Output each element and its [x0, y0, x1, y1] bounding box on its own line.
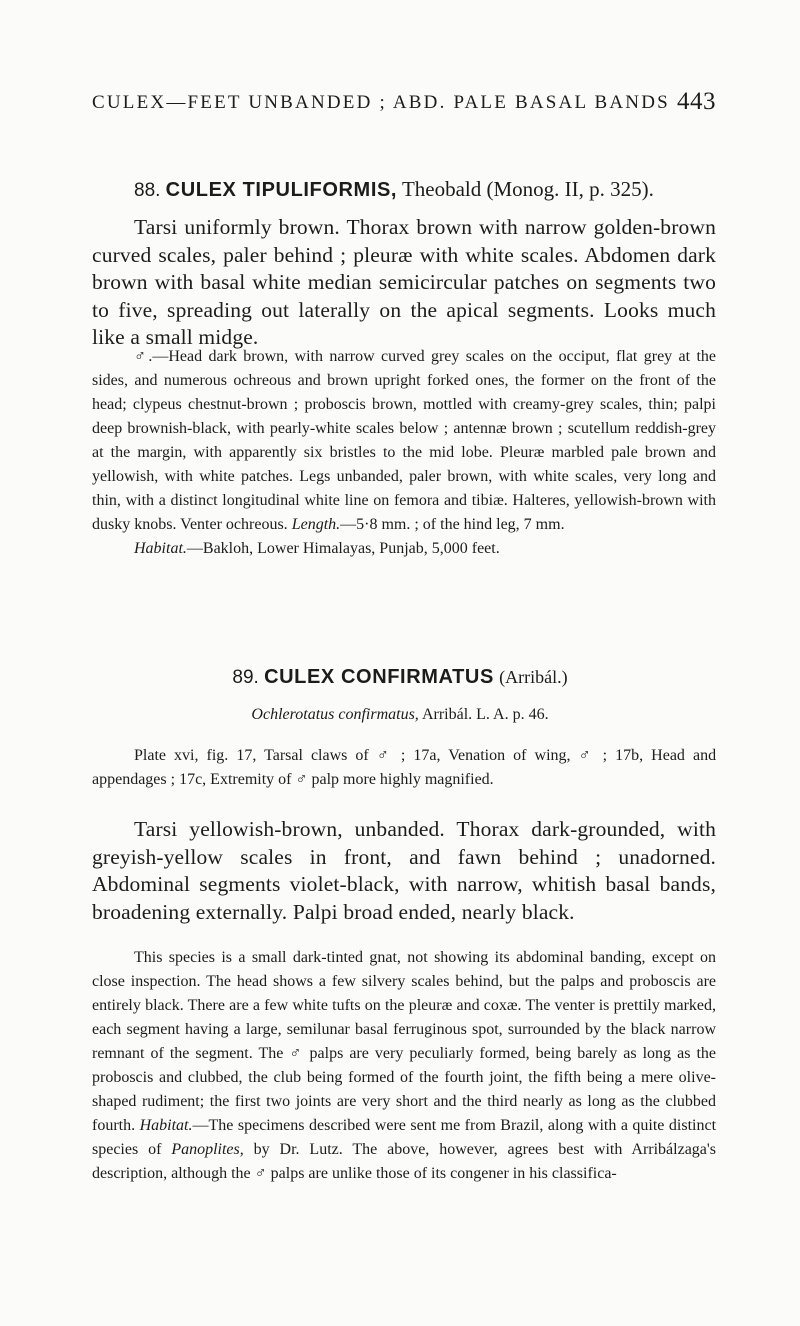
- species-88-summary: Tarsi uniformly brown. Thorax brown with narrow golden-brown curved scales, paler behind ; pleuræ with white scales. Abdomen dark brown with basal white median semicircular patches on segments two to five, spreading out laterally on the apical segments. Looks much like a small midge.: [92, 215, 716, 349]
- male-symbol: ♂: [376, 747, 393, 764]
- species-89-description-paragraph: [92, 946, 716, 1186]
- species-88-habitat-paragraph: [92, 537, 716, 561]
- species-89-habitat-label: Habitat.: [139, 1117, 193, 1134]
- species-89-plate-paragraph: [92, 744, 716, 792]
- species-88-authority: Theobald (Monog. II, p. 325).: [401, 177, 654, 201]
- species-89-plate-block: [92, 744, 716, 792]
- species-89-heading: [0, 664, 800, 689]
- species-88-habitat-text: —Bakloh, Lower Himalayas, Punjab, 5,000 feet.: [186, 540, 500, 557]
- species-89-habitat-b: by Dr. Lutz. The above, however, agrees best with Arribálzaga's description, although the: [92, 1141, 716, 1182]
- species-88-habitat-label: Habitat.: [134, 540, 187, 557]
- species-89-synonym-ref: Arribál. L. A. p. 46.: [421, 706, 549, 723]
- species-89-synonym: [0, 706, 800, 724]
- species-88-length-text: —5·8 mm. ; of the hind leg, 7 mm.: [340, 516, 565, 533]
- species-89-plate-d: palp more highly magnified.: [311, 771, 494, 788]
- species-89-description-block: [92, 946, 716, 1186]
- species-88-length-label: Length.: [291, 516, 341, 533]
- species-89-desc-b: palps are very peculiarly formed, being barely as long as the proboscis and clubbed, the club being formed of the fourth joint, the fifth being a mere olive-shaped rudiment; the first two joints are very short and the third nearly as long as the clubbed fourth.: [92, 1045, 717, 1134]
- species-89-summary: Tarsi yellowish-brown, unbanded. Thorax dark-grounded, with greyish-yellow scales in front, and fawn behind ; unadorned. Abdominal segments violet-black, with narrow, whitish basal bands, broadening externally. Palpi broad ended, nearly black.: [92, 817, 716, 924]
- species-89-number: 89.: [232, 667, 259, 688]
- species-89-synonym-name: Ochlerotatus confirmatus,: [251, 706, 419, 723]
- species-89-authority: (Arribál.): [499, 667, 568, 687]
- species-88-summary-block: [92, 214, 716, 352]
- male-symbol: ♂: [578, 747, 595, 764]
- running-head: [92, 88, 716, 122]
- male-symbol: ♂: [295, 771, 308, 788]
- species-89-plate-c: ; 17b, Head and appendages ; 17c, Extremity of: [92, 747, 717, 788]
- species-88-number: 88.: [134, 180, 161, 201]
- male-symbol: ♂: [289, 1045, 304, 1062]
- running-head-title: CULEX—FEET UNBANDED ; ABD. PALE BASAL BANDS: [92, 92, 670, 113]
- species-89-desc-a: This species is a small dark-tinted gnat, not showing its abdominal banding, except on close inspection. The head shows a few silvery scales behind, but the palps and proboscis are entirely black. There are a few white tufts on the pleuræ and coxæ. The venter is prettily marked, each segment having a large, semilunar basal ferruginous spot, surrounded by the black narrow remnant of the segment. The: [92, 949, 716, 1062]
- species-88-heading: [134, 177, 654, 202]
- species-89-genus-italic: Panoplites,: [171, 1141, 244, 1158]
- species-88-description-paragraph: [92, 345, 716, 537]
- species-89-habitat-c: palps are unlike those of its congener in his classifica-: [270, 1165, 617, 1182]
- species-89-habitat-a: —The specimens described were sent me from Brazil, along with a quite distinct species of: [92, 1117, 717, 1158]
- species-89-summary-block: [92, 816, 716, 926]
- species-88-description: .—Head dark brown, with narrow curved grey scales on the occiput, flat grey at the sides, and numerous ochreous and brown upright forked ones, the former on the front of the head; clypeus chestnut-brown ; proboscis brown, mottled with creamy-grey scales, thin; palpi deep brownish-black, with pearly-white scales below ; antennæ brown ; scutellum reddish-grey at the margin, with apparently six bristles to the mid lobe. Pleuræ marbled pale brown and yellowish, with white patches. Legs unbanded, paler brown, with white scales, very long and thin, with a distinct longitudinal white line on femora and tibiæ. Halteres, yellowish-brown with dusky knobs. Venter ochreous.: [92, 348, 716, 533]
- page-number: 443: [677, 88, 716, 115]
- male-symbol: ♂: [254, 1165, 267, 1182]
- male-symbol: ♂: [134, 348, 149, 365]
- species-89-plate-b: ; 17a, Venation of wing,: [400, 747, 571, 764]
- species-89-name: CULEX CONFIRMATUS: [264, 666, 494, 688]
- species-88-description-block: [92, 345, 716, 561]
- species-89-plate-a: Plate xvi, fig. 17, Tarsal claws of: [134, 747, 369, 764]
- species-88-name: CULEX TIPULIFORMIS,: [165, 179, 398, 201]
